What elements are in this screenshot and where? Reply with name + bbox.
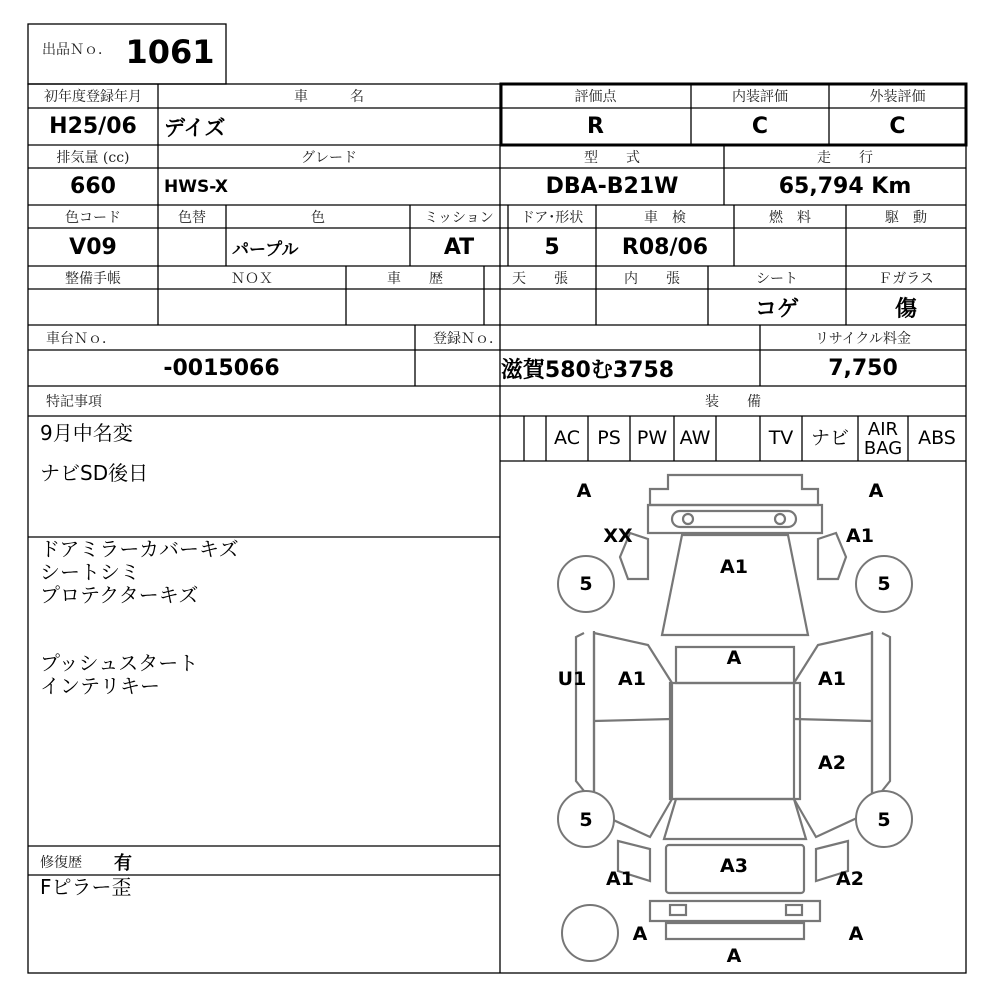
color-code-label: 色コード bbox=[65, 209, 121, 226]
equipment-label: 装 備 bbox=[705, 394, 761, 410]
repair-history-label: 修復歴 bbox=[40, 855, 82, 871]
exterior-grade-label: 外装評価 bbox=[869, 89, 926, 105]
mileage-value: 65,794 Km bbox=[778, 174, 912, 199]
damage-mark: A2 bbox=[836, 868, 864, 890]
car-name-value: デイズ bbox=[164, 115, 226, 140]
note-line: 9月中名変 bbox=[40, 421, 133, 445]
damage-mark: 5 bbox=[579, 573, 593, 595]
doors-value: 5 bbox=[544, 234, 560, 260]
color-value: パープル bbox=[232, 239, 299, 260]
note-line: インテリキー bbox=[40, 674, 160, 698]
seat-label: シート bbox=[756, 270, 798, 287]
nox-value bbox=[158, 289, 346, 325]
repair-detail: Fピラー歪 bbox=[40, 875, 132, 899]
first-reg-label: 初年度登録年月 bbox=[44, 89, 142, 105]
damage-mark: A bbox=[848, 923, 864, 945]
interior-lining-label: 内 張 bbox=[624, 270, 680, 287]
color-change-label: 色替 bbox=[178, 209, 206, 226]
score-value: R bbox=[587, 114, 604, 139]
roof-lining-value bbox=[484, 289, 596, 325]
damage-mark: XX bbox=[603, 525, 633, 547]
drive-value bbox=[846, 228, 966, 266]
first-reg-value: H25/06 bbox=[49, 114, 137, 139]
damage-mark: A1 bbox=[606, 868, 634, 890]
front-glass-value: 傷 bbox=[894, 296, 917, 322]
note-line: プロテクターキズ bbox=[40, 583, 199, 607]
equipment-item-ac: AC bbox=[554, 427, 580, 449]
equipment-item bbox=[502, 416, 524, 461]
note-line: プッシュスタート bbox=[40, 651, 199, 675]
damage-mark: A2 bbox=[818, 752, 846, 774]
drive-label: 駆 動 bbox=[885, 209, 927, 226]
registration-value: 滋賀580む3758 bbox=[500, 357, 675, 383]
damage-mark: A3 bbox=[720, 855, 748, 877]
lot-number: 1061 bbox=[125, 33, 215, 71]
maintenance-label: 整備手帳 bbox=[65, 270, 121, 287]
note-line: ナビSD後日 bbox=[40, 461, 149, 485]
interior-grade-value: C bbox=[751, 114, 769, 139]
history-value bbox=[346, 289, 484, 325]
note-line: ドアミラーカバーキズ bbox=[40, 537, 239, 561]
equipment-item-pw: PW bbox=[636, 427, 668, 449]
front-glass-label: Ｆガラス bbox=[878, 270, 934, 287]
damage-mark: A1 bbox=[818, 668, 846, 690]
equipment-item-airbag: AIR BAG bbox=[863, 419, 903, 459]
displacement-value: 660 bbox=[70, 174, 116, 199]
color-change-value bbox=[158, 228, 226, 266]
chassis-value: -0015066 bbox=[163, 355, 280, 381]
damage-mark: A bbox=[632, 923, 648, 945]
equipment-item-abs: ABS bbox=[918, 427, 956, 449]
equipment-item-ps: PS bbox=[597, 427, 621, 449]
equipment-item-tv: TV bbox=[768, 427, 794, 449]
damage-mark: A1 bbox=[846, 525, 874, 547]
note-line: シートシミ bbox=[40, 560, 140, 584]
equipment-item-aw: AW bbox=[679, 427, 711, 449]
score-label: 評価点 bbox=[574, 89, 617, 105]
grade-label: グレード bbox=[301, 149, 357, 166]
inspection-value: R08/06 bbox=[621, 234, 709, 260]
color-code-value: V09 bbox=[69, 234, 117, 260]
damage-mark: A bbox=[576, 480, 592, 502]
damage-mark: A1 bbox=[720, 556, 748, 578]
inspection-label: 車 検 bbox=[644, 209, 686, 226]
damage-mark: U1 bbox=[557, 668, 587, 690]
fuel-value bbox=[734, 228, 846, 266]
recycle-fee-value: 7,750 bbox=[828, 355, 898, 381]
doors-label: ドア･形状 bbox=[520, 209, 584, 226]
recycle-fee-label: リサイクル料金 bbox=[814, 330, 912, 347]
displacement-label: 排気量 (cc) bbox=[56, 149, 130, 166]
damage-mark: A bbox=[726, 647, 742, 669]
interior-lining-value bbox=[596, 289, 708, 325]
maintenance-value bbox=[28, 289, 158, 325]
damage-mark: 5 bbox=[579, 809, 593, 831]
transmission-value: AT bbox=[443, 234, 475, 260]
registration-label: 登録Ｎｏ． bbox=[433, 330, 503, 347]
equipment-item bbox=[716, 416, 760, 461]
damage-mark: A bbox=[726, 945, 742, 967]
color-label: 色 bbox=[311, 209, 325, 226]
equipment-item-navi: ナビ bbox=[810, 427, 849, 449]
lot-label: 出品Ｎｏ． bbox=[42, 42, 112, 58]
car-name-label: 車 名 bbox=[294, 89, 364, 105]
fuel-label: 燃 料 bbox=[769, 209, 811, 226]
roof-lining-label: 天 張 bbox=[512, 270, 568, 287]
mileage-label: 走 行 bbox=[817, 149, 873, 166]
repair-history-value: 有 bbox=[114, 853, 132, 874]
model-label: 型 式 bbox=[584, 149, 640, 166]
damage-mark: 5 bbox=[877, 573, 891, 595]
chassis-label: 車台Ｎｏ． bbox=[46, 330, 116, 347]
history-label: 車 歴 bbox=[387, 270, 443, 287]
exterior-grade-value: C bbox=[889, 114, 906, 139]
car-diagram bbox=[500, 461, 966, 973]
grade-value: HWS-X bbox=[164, 176, 228, 197]
damage-mark: 5 bbox=[877, 809, 891, 831]
transmission-label: ミッション bbox=[424, 209, 494, 226]
nox-label: ＮＯＸ bbox=[231, 270, 273, 287]
model-value: DBA-B21W bbox=[545, 174, 679, 199]
damage-mark: A1 bbox=[618, 668, 646, 690]
interior-grade-label: 内装評価 bbox=[732, 89, 788, 105]
seat-value: コゲ bbox=[754, 296, 799, 322]
notes-label: 特記事項 bbox=[46, 394, 102, 410]
damage-mark: A bbox=[868, 480, 884, 502]
